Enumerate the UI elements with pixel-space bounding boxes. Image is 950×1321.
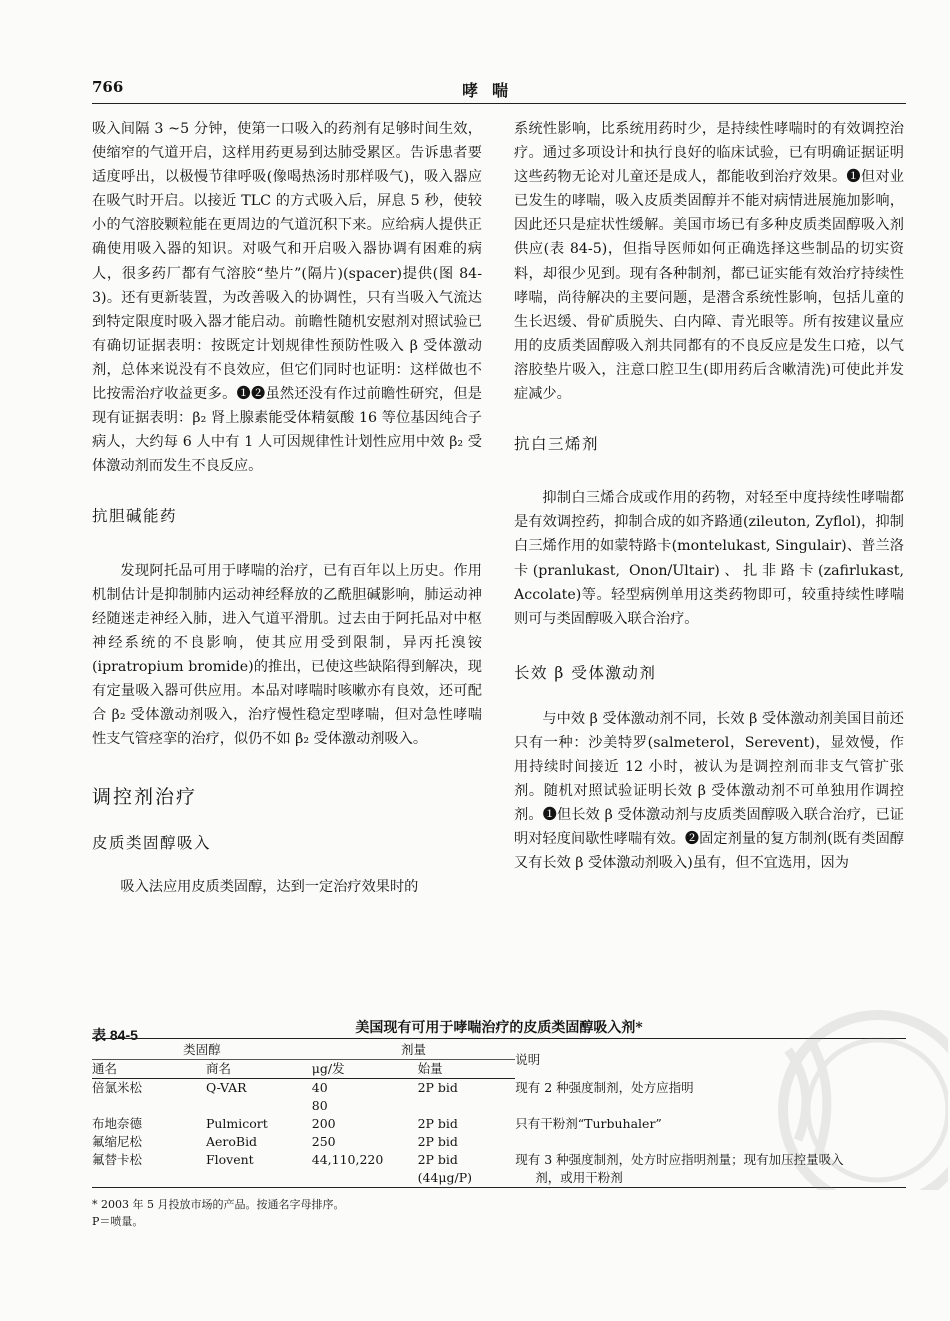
subsection-heading-ics: 皮质类固醇吸入 — [92, 834, 212, 853]
table-cell — [312, 1169, 418, 1188]
running-title: 哮喘 — [462, 81, 523, 100]
paragraph: 吸入法应用皮质类固醇，达到一定治疗效果时的 — [120, 879, 419, 896]
paragraph: 发现阿托品可用于哮喘的治疗，已有百年以上历史。作用机制估计是抑制肺内运动神经释放的乙酰胆碱影响，肺运动神经随迷走神经入肺，进入气道平滑肌。过去由于阿托品对中枢神经系统的不良影响，使其应用受到限制，异丙托溴铵(ipratropium bromide)的推出，已使这些缺陷得到解决，现有定量吸入器可供应用。本品对哮喘时咳嗽亦有良效，还可配合 β₂ 受体激动剂吸入，治疗慢性稳定型哮喘，但对急性哮喘性支气管痉挛的治疗，似仍不如 β₂ 受体激动剂吸入。 — [92, 562, 482, 748]
table-cell — [206, 1097, 312, 1115]
table-cell: 2P bid — [417, 1116, 458, 1131]
left-column — [92, 117, 482, 900]
table-cell: 200 — [311, 1116, 336, 1131]
table-header-cell: 说明 — [515, 1039, 906, 1079]
paragraph: 系统性影响，比系统用药时少，是持续性哮喘时的有效调控治疗。通过多项设计和执行良好的临床试验，已有明确证据证明这些药物无论对儿童还是成人，都能收到治疗效果。❶但对业已发生的哮喘，吸入皮质类固醇并不能对病情进展施加影响，因此还只是症状性缓解。美国市场已有多种皮质类固醇吸入剂供应(表 84-5)，但指导医师如何正确选择这些制品的切实资料，却很少见到。现有各种制剂，都已证实能有效治疗持续性哮喘，尚待解决的主要问题，是潜含系统性影响，包括儿童的生长迟缓、骨矿质脱失、白内障、青光眼等。所有按建议量应用的皮质类固醇吸入剂共同都有的不良反应是发生口疮，以气溶胶垫片吸入，注意口腔卫生(即用药后含嗽清洗)可使此并发症减少。 — [514, 121, 904, 403]
table-number: 表 84-5 — [92, 1027, 138, 1043]
table-cell: (44μg/P) — [418, 1169, 516, 1188]
table-header-cell: 始量 — [418, 1060, 516, 1079]
table-cell: 只有干粉剂“Turbuhaler” — [515, 1116, 662, 1131]
table-cell: Pulmicort — [205, 1116, 268, 1131]
table-cell: AeroBid — [205, 1134, 258, 1149]
paragraph: 与中效 β 受体激动剂不同，长效 β 受体激动剂美国目前还只有一种：沙美特罗(salmeterol，Serevent)，显效慢，作用持续时间接近 12 小时，被认为是调控剂而非支气管扩张剂。随机对照试验证明长效 β 受体激动剂不可单独用作调控剂。❶但长效 β 受体激动剂与皮质类固醇吸入联合治疗，已证明对轻度间歇性哮喘有效。❷固定剂量的复方制剂(既有类固醇又有长效 β 受体激动剂吸入)虽有，但不宜选用，因为 — [514, 710, 904, 872]
table-cell: 2P bid — [417, 1152, 458, 1167]
table-cell — [418, 1097, 516, 1115]
page-number: 766 — [92, 78, 124, 96]
table-footnotes — [92, 1196, 344, 1230]
section-heading-antileukotriene: 抗白三烯剂 — [514, 435, 600, 454]
section-heading-laba: 长效 β 受体激动剂 — [514, 663, 657, 682]
table-cell — [92, 1169, 206, 1188]
table-cell: 2P bid — [417, 1080, 458, 1095]
watermark-stamp-icon — [708, 990, 948, 1190]
table-cell: Q-VAR — [205, 1080, 247, 1095]
table-cell — [92, 1097, 206, 1115]
table-cell — [206, 1169, 312, 1188]
footnote: * 2003 年 5 月投放市场的产品。按通名字母排序。 — [92, 1198, 345, 1211]
table-header-cell: 通名 — [92, 1060, 206, 1079]
header-rule — [92, 103, 906, 104]
table-cell: 现有 2 种强度制剂，处方应指明 — [515, 1079, 694, 1095]
section-heading-controller: 调控剂治疗 — [92, 786, 198, 809]
table-cell: 布地奈德 — [92, 1116, 143, 1131]
table-header-cell: 商名 — [206, 1060, 312, 1079]
footnote: P＝喷量。 — [92, 1215, 144, 1228]
table-cell: 2P bid — [417, 1134, 458, 1149]
section-heading-anticholinergic: 抗胆碱能药 — [92, 507, 178, 526]
table-cell: 氟缩尼松 — [92, 1134, 143, 1149]
table-cell: 剂，或用干粉剂 — [515, 1169, 906, 1188]
paragraph: 吸入间隔 3 ~5 分钟，使第一口吸入的药剂有足够时间生效，使缩窄的气道开启，这样用药更易到达肺受累区。告诉患者要适度呼出，以极慢节律呼吸(像喝热汤时那样吸气)，吸入器应在吸气时开启。以接近 TLC 的方式吸入后，屏息 5 秒，使较小的气溶胶颗粒能在更周边的气道沉积下来。应给病人提供正确使用吸入器的知识。对吸气和开启吸入器协调有困难的病人，很多药厂都有气溶胶“垫片”(隔片)(spacer)提供(图 84-3)。还有更新装置，为改善吸入的协调性，只有当吸入气流达到特定限度时吸入器才能启动。前瞻性随机安慰剂对照试验已有确切证据表明：按既定计划规律性预防性吸入 β 受体激动剂，总体来说没有不良效应，但它们同时也证明：这样做也不比按需治疗收益更多。❶❷虽然还没有作过前瞻性研究，但是现有证据表明：β₂ 肾上腺素能受体精氨酸 16 等位基因纯合子病人，大约每 6 人中有 1 人可因规律性计划性应用中效 β₂ 受体激动剂而发生不良反应。 — [92, 121, 482, 475]
table-cell: 250 — [311, 1134, 336, 1149]
table-cell: 40 — [311, 1080, 328, 1095]
table-group-header: 剂量 — [312, 1039, 515, 1060]
table-group-header: 类固醇 — [92, 1039, 312, 1060]
right-column — [514, 117, 904, 876]
table-cell: 倍氯米松 — [92, 1080, 143, 1095]
paragraph: 抑制白三烯合成或作用的药物，对轻至中度持续性哮喘都是有效调控药，抑制合成的如齐路通(zileuton, Zyflol)，抑制白三烯作用的如蒙特路卡(montelukast, Singulair)、普兰洛卡(pranlukast, Onon/Ultair)、扎非路卡(zafirlukast, Accolate)等。轻型病例单用这类药物即可，较重持续性哮喘则可与类固醇吸入联合治疗。 — [514, 490, 904, 627]
table-cell: 现有 3 种强度制剂，处方时应指明剂量；现有加压控量吸入 — [515, 1152, 844, 1167]
table-cell: 氟替卡松 — [92, 1152, 143, 1167]
table-title: 美国现有可用于哮喘治疗的皮质类固醇吸入剂* — [355, 1020, 643, 1036]
table-cell: 80 — [311, 1098, 328, 1113]
table-cell: Flovent — [205, 1152, 254, 1167]
table-cell: 44,110,220 — [311, 1152, 384, 1167]
table-header-cell: μg/发 — [312, 1060, 418, 1079]
